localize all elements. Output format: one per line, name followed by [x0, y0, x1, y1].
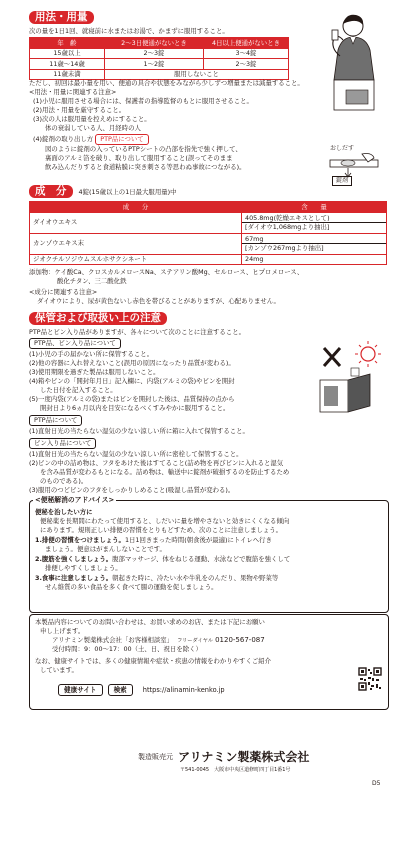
table-cell: 2～3錠: [105, 48, 204, 59]
usage-related-item-1: (1)小児に服用させる場合には、保護者の指導監督のもとに服用させること。: [33, 97, 253, 105]
ingredients-related-title: <成分に関連する注意>: [29, 288, 98, 296]
search-button[interactable]: 検索: [108, 684, 133, 696]
storage-ptp-item: (1)直射日光の当たらない湿気の少ない涼しい所に箱に入れて保管すること。: [29, 427, 249, 435]
storage-common-item: (2)他の容器に入れ替えないこと(誤用の原因になったり品質が変わる)。: [29, 359, 235, 367]
table-row: [30, 233, 387, 254]
storage-common-item: 開封日より6ヵ月以内を目安になるべくすみやかに服用すること。: [40, 404, 230, 412]
health-site-url[interactable]: https://alinamin-kenko.jp: [142, 686, 225, 694]
amount-main: 405.8mg(乾燥エキスとして): [245, 213, 330, 222]
table-cell: 24mg: [242, 254, 387, 265]
table-row: [30, 69, 289, 80]
storage-ptp-label: [29, 415, 82, 426]
ptp-text-3: 飲み込んだりすると食道粘膜に突き刺さる等思わぬ事故につながる)。: [45, 163, 246, 171]
storage-intro: PTP品とビン入り品がありますが、各々について次のことに注意すること。: [29, 328, 245, 336]
additives-line-1: 添加物：ケイ酸Ca、クロスカルメロースNa、ステアリン酸Mg、セルロース、ヒプロメロース、: [29, 268, 304, 276]
ingredients-table: [29, 201, 387, 265]
advice-tip-body: 朝起きた時に、冷たい水や牛乳をのんだり、果物や野菜等: [112, 574, 279, 582]
usage-related-item-4-label: (4)錠剤の取り出し方: [33, 135, 94, 143]
storage-bottle-item: のものである)。: [40, 477, 88, 485]
page-code: D5: [372, 780, 381, 787]
table-cell: [242, 233, 387, 254]
amount-source: [ダイオウ1,068mgより抽出]: [242, 222, 386, 231]
amount-main: 67mg: [245, 234, 264, 243]
ptp-label-box: PTP品について: [95, 134, 148, 145]
storage-bottle-item: (1)直射日光の当たらない湿気の少ない涼しい所に密栓して保管すること。: [29, 450, 243, 458]
advice-intro-1: 便秘薬を長期間にわたって使用すると、しだいに量を増やさないと効きにくくなる傾向: [40, 517, 290, 525]
usage-related-item-2: (2)用法・用量を厳守すること。: [33, 106, 126, 114]
maker-name: アリナミン製薬株式会社: [178, 750, 310, 764]
usage-related-item-3-detail: 体の衰弱している人、月経時の人: [45, 124, 141, 132]
storage-common-item: (4)箱やビンの「開封年月日」記入欄に、内袋(アルミの袋)やビンを開封: [29, 377, 235, 385]
ingredients-heading-label: 成 分: [29, 185, 73, 198]
advice-tip-3-cont: せん維質の多い食品を多く食べて腸の運動を促しましょう。: [45, 583, 218, 591]
advice-tip-1-cont: ましょう。便意はがまんしないことです。: [45, 545, 166, 553]
table-cell: 15歳以上: [30, 48, 105, 59]
usage-heading: [29, 11, 94, 24]
maker-address: 〒541-0045 大阪市中央区道修町四丁目1番1号: [180, 767, 291, 773]
table-cell: ダイオウエキス: [30, 212, 242, 233]
dosage-header-2-3days: 2～3日便通がないとき: [105, 38, 204, 49]
table-cell: 2～3錠: [204, 59, 289, 70]
figure-label-tablet: 錠剤: [332, 176, 352, 186]
dosage-table: [29, 37, 289, 80]
ingredients-table-header: [30, 202, 387, 213]
table-cell: ジオクチルソジウムスルホサクシネート: [30, 254, 242, 265]
advice-tip-head: 1.排便の習慣をつけましょう。: [35, 536, 125, 544]
storage-common-label-box: PTP品、ビン入り品について: [29, 338, 121, 349]
ingredients-intro: 4錠(15歳以上の1日最大服用量)中: [78, 188, 177, 196]
contact-line-2: 申し上げます。: [40, 627, 85, 635]
advice-tip-2: [35, 555, 290, 563]
storage-bottle-label-box: ビン入り品について: [29, 438, 96, 449]
health-site-search: [58, 684, 225, 696]
usage-related-item-4: [33, 134, 149, 145]
storage-ptp-label-box: PTP品について: [29, 415, 82, 426]
ptp-text-2: 裏面のアルミ箔を破り、取り出して服用すること(誤ってそのまま: [45, 154, 233, 162]
contact-phone[interactable]: 0120-567-087: [215, 636, 265, 644]
health-text-1: なお、健康サイトでは、多くの健康情報や症状・疾患の情報をわかりやすくご紹介: [35, 657, 272, 665]
advice-intro-2: にあります。規則正しい排便の習慣をとりもどすため、次のことに注意しましょう。: [40, 526, 283, 534]
table-row: [30, 48, 289, 59]
table-cell: 11歳未満: [30, 69, 105, 80]
qr-code-icon[interactable]: [358, 667, 382, 691]
contact-hours: 受付時間：9：00～17：00（土、日、祝日を除く）: [52, 645, 202, 653]
advice-tip-1: [35, 536, 272, 544]
table-cell: 1～2錠: [105, 59, 204, 70]
storage-bottle-item: を含み品質が変わるもとになる。詰め物は、輸送中に錠剤が破損するのを防止するため: [40, 468, 290, 476]
storage-common-item: した日付を記入すること。: [40, 386, 117, 394]
advice-title: <便秘解消のアドバイス>: [35, 496, 115, 504]
ingredients-header-name: 成 分: [30, 202, 242, 213]
table-cell: 11歳～14歳: [30, 59, 105, 70]
maker-label: 製造販売元: [138, 753, 173, 762]
usage-intro: 次の量を1日1回、就寝前に水またはお湯で、かまずに服用すること。: [29, 27, 229, 35]
ingredients-related-text: ダイオウにより、尿が黄色ないし赤色を帯びることがありますが、心配ありません。: [37, 297, 280, 305]
figure-label-push: おしだす: [330, 145, 355, 152]
maker-block: [138, 750, 309, 765]
table-cell: [242, 212, 387, 233]
storage-bottle-item: (3)服用のつどビンのフタをしっかりしめること(吸湿し品質が変わる)。: [29, 486, 235, 494]
advice-tip-2-cont: 排便しやすくしましょう。: [45, 564, 122, 572]
storage-common-item: (3)使用期限を過ぎた製品は服用しないこと。: [29, 368, 160, 376]
ingredients-header-amount: 含 量: [242, 202, 387, 213]
amount-source: [カンゾウ267mgより抽出]: [242, 243, 386, 252]
advice-tip-head: 3.食事に注意しましょう。: [35, 574, 113, 582]
table-cell: カンゾウエキス末: [30, 233, 242, 254]
health-site-label: 健康サイト: [58, 684, 103, 696]
dosage-header-age: 年 齢: [30, 38, 105, 49]
additives-line-2: 酸化チタン、三二酸化鉄: [57, 277, 127, 285]
usage-note: ただし、初回は最小量を用い、便通の具合や状態をみながら少しずつ増量または減量すること。: [29, 79, 304, 87]
usage-heading-label: 用法・用量: [29, 11, 94, 24]
ingredients-heading: [29, 185, 176, 198]
storage-common-item: (1)小児の手の届かない所に保管すること。: [29, 350, 154, 358]
ptp-text-1: 図のように錠剤の入っているPTPシートの凸部を指先で強く押して、: [45, 145, 242, 153]
table-row: [30, 59, 289, 70]
table-row: [30, 212, 387, 233]
contact-company-dept: アリナミン製薬株式会社「お客様相談室」: [52, 636, 174, 644]
dosage-header-4days: 4日以上便通がないとき: [204, 38, 289, 49]
freedial-label: フリーダイヤル: [177, 638, 214, 644]
person-illustration: [316, 10, 388, 112]
table-row: [30, 254, 387, 265]
usage-related-title: <用法・用量に関連する注意>: [29, 88, 117, 96]
table-cell: 3～4錠: [204, 48, 289, 59]
health-text-2: しています。: [40, 666, 78, 674]
dosage-table-header: [30, 38, 289, 49]
storage-common-label: [29, 338, 121, 349]
contact-line-1: 本製品内容についてのお問い合わせは、お買い求めのお店、または下記にお願い: [35, 618, 265, 626]
usage-related-item-3: (3)次の人は服用量を控えめにすること。: [33, 115, 151, 123]
table-cell: 服用しないこと: [105, 69, 289, 80]
storage-illustration: [318, 340, 388, 414]
storage-bottle-item: (2)ビンの中の詰め物は、フタをあけた後はすてること(詰め物を再びビンに入れると湿気: [29, 459, 284, 467]
storage-heading-label: 保管および取扱い上の注意: [29, 312, 167, 325]
advice-tip-head: 2.腹筋を強くしましょう。: [35, 555, 113, 563]
storage-heading: [29, 312, 167, 325]
advice-subtitle: 便秘を治したい方に: [35, 508, 93, 516]
contact-company: [52, 636, 265, 645]
storage-common-item: (5)一度内袋(アルミの袋)またはビンを開封した後は、品質保持の点から: [29, 395, 235, 403]
advice-tip-3: [35, 574, 278, 582]
advice-tip-body: 1日1回きまった時間(朝食後が最適)にトイレへ行き: [124, 536, 272, 544]
advice-tip-body: 腹部マッサージ、体をねじる運動、水泳などで腹筋を強くして: [112, 555, 291, 563]
storage-bottle-label: [29, 438, 96, 449]
